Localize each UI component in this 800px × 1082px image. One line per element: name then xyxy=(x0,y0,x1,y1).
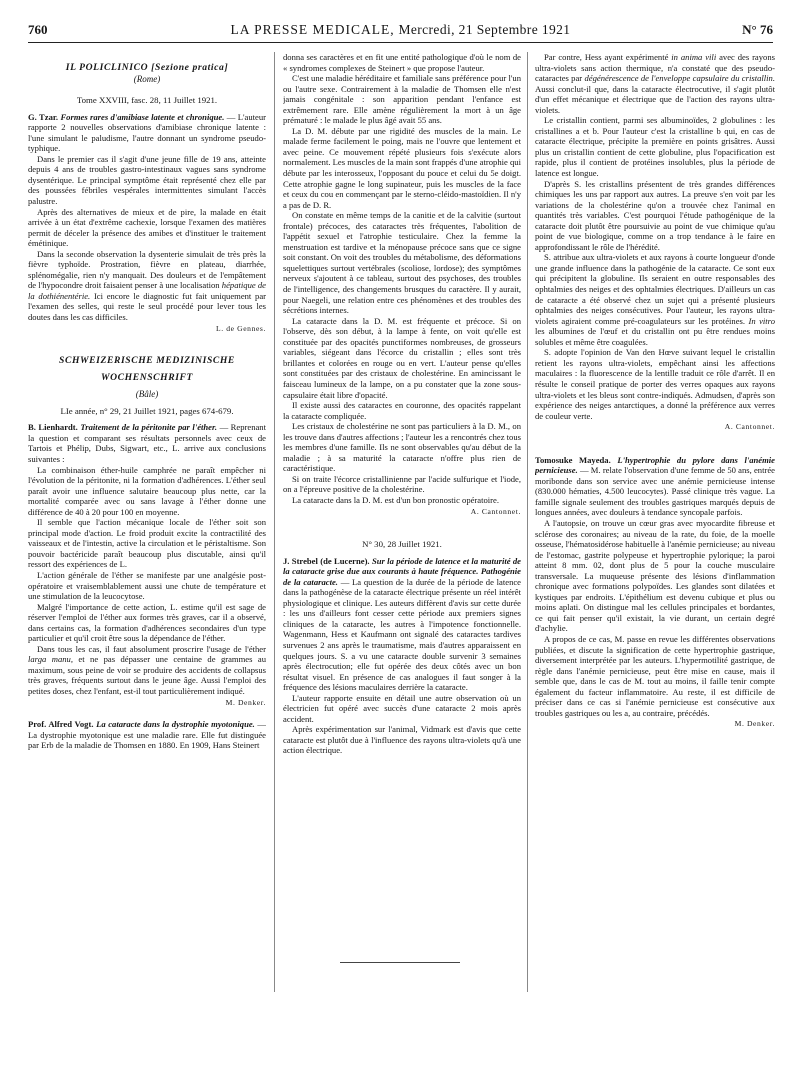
signature: L. de Gennes. xyxy=(216,323,266,333)
article-mayeda xyxy=(535,455,775,518)
section-issue: LIe année, n° 29, 21 Juillet 1921, pages 674-679. xyxy=(60,405,234,416)
paragraph: Le cristallin contient, parmi ses albuminoïdes, 2 globulines : les cristallines a et b. Pour l'auteur c'est la cristalline b qui, en cas de cataracte électrique, précipite la première en points grisâtres. Aussi plus un cristallin contient de cette globuline, plus l'opacification est rapide, plus il contient de protéines insolubles, plus la période de latence est longue. xyxy=(535,115,775,179)
article-text: — La dystrophie myotonique est une maladie rare. Elle fut distinguée par Erb de la maladie de Thomsen en 1880. En 1909, Hans Steinert xyxy=(28,719,266,751)
text-run: Par contre, Hess ayant expérimenté xyxy=(544,52,669,62)
page-header xyxy=(28,22,773,42)
paragraph: Après des alternatives de mieux et de pire, la malade en était arrivée à un état d'extrême cachexie, lorsque l'examen des matières permit de déceler la présence des amibes et d'instituer le traitement émétinique. xyxy=(28,206,266,249)
italic-run: in anima vili xyxy=(671,52,717,62)
header-rule xyxy=(28,42,773,43)
text-run: avec des rayons ultra-violets sans action thermique, n'a constaté que des pseudo-cataractes par xyxy=(535,52,775,84)
paragraph: La D. M. débute par une rigidité des muscles de la main. Le malade ferme facilement le poing, mais ne l'ouvre que lentement et avec peine. Ce mouvement répété plusieurs fois s'exécute alors normalement. Les muscles de la main sont frappés d'une atrophie qui débute par les interosseux, l'opposant du pouce et celui du 5e doigt. Cette atrophie gagne le long supinateur, puis les muscles de la face et ceux du cou en commençant par le sterno-cléido-mastoïdien. Il n'y a pas de D. R. xyxy=(283,125,521,210)
paragraph xyxy=(28,644,266,697)
paragraph: Si on traite l'écorce cristallinienne par l'acide sulfurique et l'iode, on a l'épreuve positive de la cholestérine. xyxy=(283,473,521,495)
paragraph: L'auteur rapporte ensuite en détail une autre observation où un électricien fut opéré avec succès d'une cataracte 2 mois après accident. xyxy=(283,692,521,724)
paragraph: La combinaison éther-huile camphrée ne paraît empêcher ni l'évolution de la péritonite, ni la formation d'adhérences. L'éther seul paraît avoir une influence salutaire beaucoup plus nette, car la mortalité comparée avec ou sans lavage à l'éther donne une différence de 40 à 20 pour 100 en moyenne. xyxy=(28,464,266,517)
text-run: Dans la seconde observation la dysenterie simulait de très près la fièvre typhoïde. Prostration, fièvre en plateau, diarrhée, splénomégalie, rien n'y manquait. Des douleurs et de l'empâtement de l'hypocondre droit faisaient penser à une localisation xyxy=(28,248,266,291)
paragraph: A l'autopsie, on trouve un cœur gras avec myocardite fibreuse et sclérose des coronaires; au niveau de la rate, du foie, de la moelle osseuse, l'hématosidérose habituelle à l'anémie pernicieuse; au niveau de l'estomac, gastrite polypeuse et hypertrophie pylorique; la paroi atteint 8 mm. 02, dont plus de 5 pour la couche musculaire transversale. La muqueuse présente des lésions d'inflammation chronique avec formations polypoïdes. Les glandes sont dilatées et kystiques par endroits. L'épithélium est devenu cubique et plus ou moins aplati. On distingue mal les cellules principales et bordantes, ce qui fait penser qu'il existait, la vie durant, un certain degré d'achylie. xyxy=(535,517,775,634)
paragraph: D'après S. les cristallins présentent de très grandes différences chimiques les uns par rapport aux autres. La preuve s'en voit par les variations de la cholestérine qu'on a trouvée chez l'animal en quantités très variables. C'est pourquoi l'étude pathogénique de la cataracte doit plutôt être poursuivie au point de vue chimique qu'au point de vue biologique, comme on a trop tendance à le faire en approfondissant le rôle de l'hérédité. xyxy=(535,178,775,252)
section-city: (Rome) xyxy=(133,73,161,84)
section-issue: Tome XXVIII, fasc. 28, 11 Juillet 1921. xyxy=(76,95,218,106)
column-3 xyxy=(535,52,775,1052)
issue-number: N° 76 xyxy=(742,22,773,37)
paragraph: Il existe aussi des cataractes en couronne, des opacités rappelant la cataracte compliquée. xyxy=(283,400,521,421)
article-vogt xyxy=(28,719,266,751)
column-1 xyxy=(28,52,266,1052)
issue-date: Mercredi, 21 Septembre 1921 xyxy=(398,22,571,37)
paragraph xyxy=(28,249,266,323)
article-author: G. Tzar. xyxy=(28,111,59,122)
page-number: 760 xyxy=(28,22,48,37)
section-city: (Bâle) xyxy=(135,389,159,400)
article-author: J. Strebel (de Lucerne). xyxy=(283,555,370,566)
article-title: Traitement de la péritonite par l'éther. xyxy=(80,422,218,433)
italic-run: dégénérescence de l'enveloppe capsulaire du cristallin. xyxy=(584,73,775,84)
section-title-schweiz-1: SCHWEIZERISCHE MEDIZINISCHE xyxy=(59,355,235,367)
paragraph xyxy=(535,52,775,115)
section-issue: N° 30, 28 Juillet 1921. xyxy=(362,539,442,550)
text-run: S. attribue aux ultra-violets et aux rayons à courte longueur d'onde une grande influence dans la pathogénie de la cataracte. Ce sont eux qui précipitent la globuline. Ils seraient en outre responsables des ophtalmies des neiges et des ophtalmies électriques. D'ailleurs un cas de cataracte a été observé chez un sujet qui a présenté plusieurs ophtalmies des neiges consécutives. Pour l'auteur, les rayons ultra-violets agiraient comme pré-coagulateurs sur les protéines. xyxy=(535,252,775,326)
paragraph xyxy=(535,252,775,347)
paragraph: L'action générale de l'éther se manifeste par une analgésie post-opératoire et vraisemblablement aussi une chute de température et une stimulation de la leucocytose. xyxy=(28,569,266,602)
paragraph: A propos de ce cas, M. passe en revue les différentes observations publiées, et discute la signification de cette hypertrophie gastrique, diversement interprétée par les auteurs. L'hypermotilité gastrique, de règle dans l'anémie pernicieuse, peut être mise en cause, mais il semble que, dans le cas de M. tout au moins, il faille tenir compte également du facteur inflammatoire. Au reste, il est difficile de préciser dans ce cas si l'anémie pernicieuse est consécutive aux troubles gastriques ou les a, au contraire, précédés. xyxy=(535,633,775,718)
signature: A. Cantonnet. xyxy=(724,422,775,432)
article-text: — L'auteur rapporte 2 nouvelles observations d'amibiase chronique latente : l'une simulant le paludisme, l'autre donnant un syndrome pseudo-typhique. xyxy=(28,111,266,154)
article-title: Sur la période de latence et la maturité de la cataracte grise due aux courants à haute fréquence. Pathogénie de la cataracte. xyxy=(283,555,521,587)
article-author: Tomosuke Mayeda. xyxy=(535,454,611,465)
article-tzar xyxy=(28,112,266,154)
paragraph: On constate en même temps de la canitie et de la calvitie (surtout frontale) précoces, des cataractes très fréquentes, l'abolition de l'appétit sexuel et l'atrophie testiculaire. Chez la femme la menstruation est tardive et la ménopause précoce sans que ce signe soit constant. On voit des troubles du métabolisme, des déformations squelettiques surtout vertébrales (scoliose, lordose); des symptômes nerveux s'ajoutent à ce tableau, surtout des psychoses, des troubles de l'intelligence, des changements brusques du caractère. Il y aurait, pour Naegeli, une relation entre ces phénomènes et des troubles des sécrétions internes. xyxy=(283,210,521,316)
article-author: Prof. Alfred Vogt. xyxy=(28,719,94,730)
text-run: Dans tous les cas, il faut absolument proscrire l'usage de l'éther xyxy=(37,643,266,654)
text-run: les albumines de l'œuf et du cristallin ont pu être rendues moins solubles et même être coagulées. xyxy=(535,326,775,347)
paragraph: Les cristaux de cholestérine ne sont pas particuliers à la D. M., on les trouve dans d'autres affections ; l'auteur les a rencontrés chez tous les membres d'une famille. Ils ne sont observables qu'au début de la maladie ; à sa maturité la cataracte n'offre plus rien de caractéristique. xyxy=(283,421,521,474)
article-lienhardt xyxy=(28,422,266,464)
italic-run: In vitro xyxy=(748,315,775,326)
article-author: B. Lienhardt. xyxy=(28,422,78,433)
paragraph: C'est une maladie héréditaire et familiale sans préférence pour l'un ou l'autre sexe. Contrairement à la maladie de Thomsen elle n'est jamais congénitale : son apparition pendant l'enfance est extrêmement rare. Elle amène régulièrement la mort à un âge prématuré : le malade le plus âgé avait 55 ans. xyxy=(283,73,521,126)
article-title: La cataracte dans la dystrophie myotonique. xyxy=(96,719,255,730)
text-run: Aussi conclut-il que, dans la cataracte électrocutive, il s'agit plutôt d'un effet mécanique et électrique que de l'action des rayons ultra-violets. xyxy=(535,83,775,115)
footer-rule xyxy=(340,962,460,963)
signature: A. Cantonnet. xyxy=(470,506,521,516)
paragraph: donna ses caractères et en fit une entité pathologique d'où le nom de « syndromes complexes de Steinert » que propose l'auteur. xyxy=(283,52,521,73)
section-title-schweiz-2: WOCHENSCHRIFT xyxy=(100,371,194,383)
text-run: Ici encore le diagnostic fut fait uniquement par l'examen des selles, qui reste le seul procédé pour lever tous les doutes dans les cas difficiles. xyxy=(28,290,266,323)
signature: M. Denker. xyxy=(734,719,775,729)
article-title: L'hypertrophie du pylore dans l'anémie pernicieuse. xyxy=(535,454,775,476)
column-divider-1 xyxy=(274,52,275,992)
paragraph: Il semble que l'action mécanique locale de l'éther soit son principal mode d'action. Le froid produit excite la contractilité des vaisseaux et de l'intestin, active la circulation et le péristaltisme. Son pouvoir bactéricide paraît beaucoup plus discutable, ainsi qu'il ressort des expériences de L. xyxy=(28,517,266,570)
article-text: — M. relate l'observation d'une femme de 50 ans, entrée moribonde dans son service avec une anémie pernicieuse intense (830.000 hématies, 4.500 leucocytes). Passé clinique très vague. La famille signale seulement des troubles gastriques marqués depuis de longues années, avec douleurs à tendance syncopale parfois. xyxy=(535,465,775,518)
paragraph: S. adopte l'opinion de Van den Hœve suivant lequel le cristallin retient les rayons ultra-violets, empêchant ainsi les affections maculaires : la fluorescence de la lentille traduit ce rôle d'arrêt. Il en résulte le conseil pratique de porter des verres opaques aux rayons ultra-violets et les bleus sont contre-indiqués. Admudsen, d'après son expérience des neiges antarctiques, a donné la préférence aux verres de couleur verte. xyxy=(535,347,775,421)
signature: M. Denker. xyxy=(225,697,266,707)
paragraph: La cataracte dans la D. M. est fréquente et précoce. Si on l'observe, dès son début, à la lampe à fente, on voit qu'elle est constituée par des opacités punctiformes nombreuses, de grosseurs variables, siégeant dans l'écorce du cristallin ; elles sont très brillantes et colorées en rouge ou en vert. L'auteur pense qu'elles sont constituées par des cristaux de cholestérine. En amincissant le faisceau lumineux de la lampe, on a pu constater que la zone sous-capsulaire était libre d'opacité. xyxy=(283,315,521,400)
article-strebel xyxy=(283,556,521,693)
paragraph: Malgré l'importance de cette action, L. estime qu'il est sage de réserver l'emploi de l'éther aux formes très graves, car il a observé, dans certains cas, la formation d'adhérences secondaires d'un type particulier et qu'il croit être sous la dépendance de l'éther. xyxy=(28,601,266,644)
section-title-policlinico: IL POLICLINICO [Sezione pratica] xyxy=(65,62,229,73)
column-divider-2 xyxy=(527,52,528,992)
paragraph: Après expérimentation sur l'animal, Vidmark est d'avis que cette cataracte est plutôt due à l'influence des rayons ultra-violets qu'à une action électrique. xyxy=(283,724,521,756)
running-title xyxy=(28,22,773,38)
article-title: Formes rares d'amibiase latente et chronique. xyxy=(60,111,225,122)
article-text: — Reprenant la question et comparant ses résultats personnels avec ceux de Tartois et Phélip, Dubs, Sigwart, etc., L. arrive aux conclusions suivantes : xyxy=(28,422,266,464)
column-2 xyxy=(283,52,521,1052)
paragraph: Dans le premier cas il s'agit d'une jeune fille de 19 ans, atteinte depuis 4 ans de troubles gastro-intestinaux vagues sans syndrome dysentérique. Le principal symptôme était représenté chez elle par des poussées fébriles vespérales intermittentes simulant l'accès palustre. xyxy=(28,153,266,207)
italic-run: larga manu, xyxy=(28,654,73,665)
journal-title: LA PRESSE MEDICALE, xyxy=(230,22,395,37)
italic-run: hépatique de la dothiénentérie. xyxy=(28,280,266,301)
paragraph: La cataracte dans la D. M. est d'un bon pronostic opératoire. xyxy=(292,494,500,505)
text-run: et ne pas dépasser une centaine de grammes au maximum, sous peine de voir se produire des accidents de collapsus très graves, fréquents surtout dans le jeune âge. Aussi l'emploi des petites doses, chez l'enfant, est-il tout particulièrement indiqué. xyxy=(28,654,266,696)
article-text: — La question de la durée de la période de latence dans la pathogénèse de la cataracte électrique présente un réel intérêt physiologique et clinique. Les auteurs diffèrent d'avis sur cette durée : les uns d'ailleurs font cesser cette période aux premiers signes cliniques de la cataracte, les autres à l'impotence fonctionnelle. Wagenmann, Hess et Kaufmann ont signalé des cataractes tardives survenues 2 ans après le traumatisme, mais d'autres apparaissent en quelques jours. S. a vu une cataracte double survenir 3 semaines après électrocution; elle fut opérée des deux côtés avec un bon résultat visuel. En présence de cas analogues il faut songer à la fréquence des lésions maculaires derrière la cataracte. xyxy=(283,576,521,693)
